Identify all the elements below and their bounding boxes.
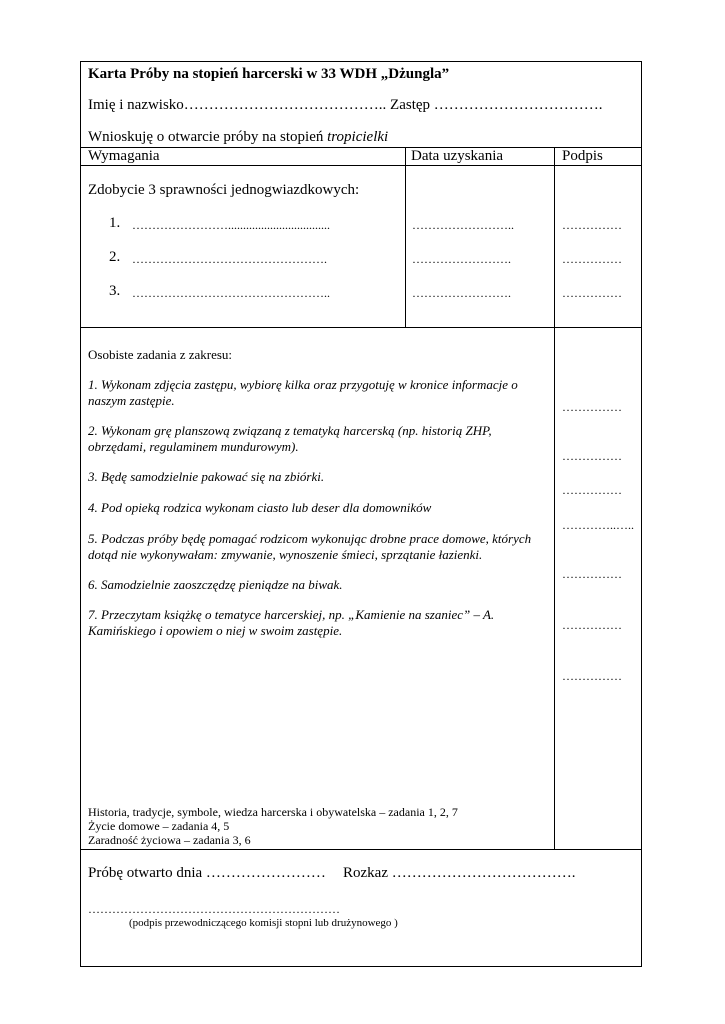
badges-title: Zdobycie 3 sprawności jednogwiazdkowych: [88,182,360,198]
name-and-patrol-line: Imię i nazwisko………………………………….. Zastęp ……………………………. [88,97,603,113]
rank-name: tropicielki [327,129,389,145]
badge-number: 2. [109,249,121,265]
signature-caption: (podpis przewodniczącego komisji stopni lub drużynowego ) [129,917,398,929]
rank-request-prefix: Wnioskuję o otwarcie próby na stopień [88,129,324,145]
task-item: 4. Pod opieką rodzica wykonam ciasto lub deser dla domowników [88,500,432,515]
trial-card-form [80,61,642,967]
task-signature-line[interactable]: …………… [562,567,622,581]
column-header-date: Data uzyskania [411,148,504,164]
tasks-intro: Osobiste zadania z zakresu: [88,347,233,362]
trial-opened-date-field[interactable]: Próbę otwarto dnia …………………… [88,865,326,881]
divider [81,849,641,850]
badge-signature-line[interactable]: …………… [562,252,622,266]
divider [81,147,641,148]
badge-name-line[interactable]: …………………….................................. [132,218,330,232]
task-signature-line[interactable]: …………… [562,400,622,414]
badge-signature-line[interactable]: …………… [562,286,622,300]
badge-name-line[interactable]: …………………………………………. [132,252,327,266]
column-divider [405,147,406,328]
divider [81,327,641,328]
column-header-requirements: Wymagania [88,148,160,164]
badge-signature-line[interactable]: …………… [562,218,622,232]
badge-date-line[interactable]: …………………….. [412,218,514,232]
task-item: 5. Podczas próby będę pomagać rodzicom wykonując drobne prace domowe, których dotąd nie wykonywałam: zmywanie, wynoszenie śmieci, sprzątanie łazienki. [88,531,532,562]
task-signature-line[interactable]: …………… [562,618,622,632]
signature-line[interactable]: ……………………………………………………… [88,902,340,916]
task-item: 3. Będę samodzielnie pakować się na zbiórki. [88,469,325,484]
task-item: 2. Wykonam grę planszową związaną z tematyką harcerską (np. historią ZHP, obrzędami, regulaminem mundurowym). [88,423,492,454]
column-divider [554,147,555,328]
task-signature-line[interactable]: …………… [562,483,622,497]
column-header-signature: Podpis [562,148,603,164]
area-summary-line: Zaradność życiowa – zadania 3, 6 [88,833,251,847]
column-divider [554,327,555,849]
badge-date-line[interactable]: ……………………. [412,252,511,266]
badge-number: 3. [109,283,121,299]
task-signature-line[interactable]: …………… [562,669,622,683]
rank-request-line [88,129,388,146]
task-signature-line[interactable]: …………..….. [562,518,634,532]
card-title: Karta Próby na stopień harcerski w 33 WDH „Dżungla” [88,66,450,82]
area-summary-line: Życie domowe – zadania 4, 5 [88,819,230,833]
divider [81,165,641,166]
task-item: 6. Samodzielnie zaoszczędzę pieniądze na biwak. [88,577,343,592]
task-item: 7. Przeczytam książkę o tematyce harcerskiej, np. „Kamienie na szaniec” – A. Kamińskiego i opowiem o niej w swoim zastępie. [88,607,495,638]
task-signature-line[interactable]: …………… [562,449,622,463]
badge-date-line[interactable]: ……………………. [412,286,511,300]
badge-name-line[interactable]: ………………………………………….. [132,286,330,300]
area-summary-line: Historia, tradycje, symbole, wiedza harcerska i obywatelska – zadania 1, 2, 7 [88,805,458,819]
badge-number: 1. [109,215,121,231]
task-item: 1. Wykonam zdjęcia zastępu, wybiorę kilka oraz przygotuję w kronice informacje o naszym zastępie. [88,377,518,408]
order-number-field[interactable]: Rozkaz ………………………………. [343,865,576,881]
